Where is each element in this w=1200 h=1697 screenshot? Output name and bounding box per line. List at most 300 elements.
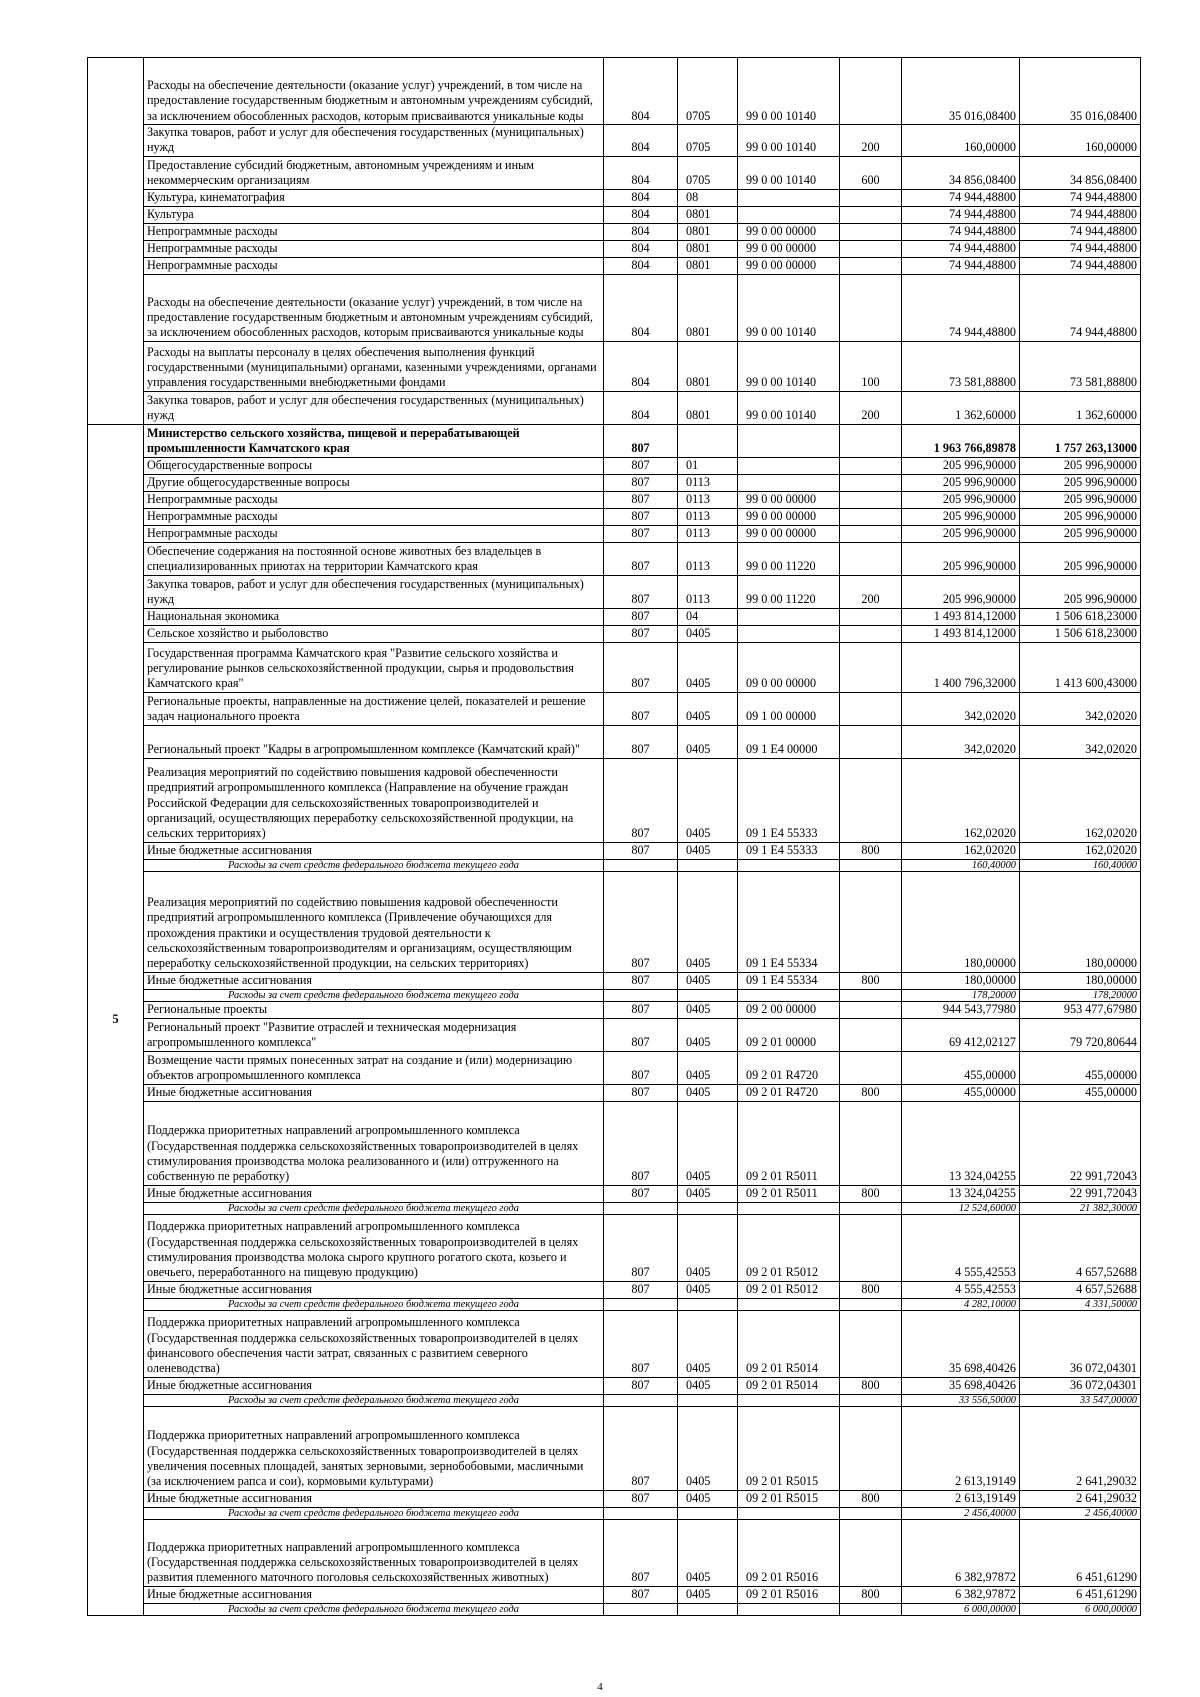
table-row xyxy=(88,1018,1141,1051)
description-cell: Расходы на обеспечение деятельности (оказание услуг) учреждений, в том числе на предоставление государственным бюджетным и автономным учреждениям субсидий, за исключением обособленных расходов, которым присваиваются уникальные коды xyxy=(144,58,604,125)
expense-type-cell xyxy=(840,758,902,842)
amount-year2-cell: 6 451,61290 xyxy=(1020,1586,1141,1603)
amount-year1-cell: 162,02020 xyxy=(902,842,1020,859)
target-article-cell xyxy=(738,206,840,223)
description-cell: Иные бюджетные ассигнования xyxy=(144,1490,604,1507)
amount-year1-cell: 4 555,42553 xyxy=(902,1214,1020,1281)
target-article-cell xyxy=(738,625,840,642)
description-cell: Расходы за счет средств федерального бюджета текущего года xyxy=(144,1298,604,1310)
amount-year1-cell: 205 996,90000 xyxy=(902,457,1020,474)
amount-year1-cell: 205 996,90000 xyxy=(902,508,1020,525)
amount-year2-cell: 73 581,88800 xyxy=(1020,341,1141,391)
dept-code-cell: 807 xyxy=(604,1084,678,1101)
amount-year1-cell: 1 493 814,12000 xyxy=(902,625,1020,642)
amount-year2-cell: 205 996,90000 xyxy=(1020,542,1141,575)
table-row xyxy=(88,1101,1141,1185)
description-cell: Региональный проект "Развитие отраслей и техническая модернизация агропромышленного комплекса" xyxy=(144,1018,604,1051)
amount-year2-cell: 342,02020 xyxy=(1020,725,1141,758)
section-code-cell: 0405 xyxy=(678,758,738,842)
section-code-cell xyxy=(678,1202,738,1214)
section-code-cell: 0113 xyxy=(678,542,738,575)
description-cell: Закупка товаров, работ и услуг для обеспечения государственных (муниципальных) нужд xyxy=(144,125,604,157)
expense-type-cell: 800 xyxy=(840,1377,902,1394)
target-article-cell xyxy=(738,424,840,457)
target-article-cell: 99 0 00 10140 xyxy=(738,156,840,189)
dept-code-cell: 807 xyxy=(604,491,678,508)
description-cell: Министерство сельского хозяйства, пищевой и перерабатывающей промышленности Камчатского края xyxy=(144,424,604,457)
section-code-cell: 0113 xyxy=(678,474,738,491)
section-code-cell: 0801 xyxy=(678,223,738,240)
dept-code-cell: 807 xyxy=(604,1185,678,1202)
section-code-cell: 0801 xyxy=(678,341,738,391)
amount-year1-cell: 342,02020 xyxy=(902,725,1020,758)
description-cell: Непрограммные расходы xyxy=(144,491,604,508)
target-article-cell: 09 1 E4 55333 xyxy=(738,842,840,859)
amount-year1-cell: 69 412,02127 xyxy=(902,1018,1020,1051)
federal-funds-row xyxy=(88,1298,1141,1310)
amount-year2-cell: 74 944,48800 xyxy=(1020,189,1141,206)
amount-year1-cell: 35 016,08400 xyxy=(902,58,1020,125)
amount-year2-cell: 455,00000 xyxy=(1020,1084,1141,1101)
amount-year2-cell: 162,02020 xyxy=(1020,758,1141,842)
description-cell: Государственная программа Камчатского края "Развитие сельского хозяйства и регулирование рынков сельскохозяйственной продукции, сырья и продовольствия Камчатского края" xyxy=(144,642,604,692)
expense-type-cell xyxy=(840,491,902,508)
amount-year1-cell: 1 963 766,89878 xyxy=(902,424,1020,457)
amount-year2-cell: 74 944,48800 xyxy=(1020,223,1141,240)
expense-type-cell: 200 xyxy=(840,125,902,157)
expense-type-cell xyxy=(840,1603,902,1615)
amount-year2-cell: 79 720,80644 xyxy=(1020,1018,1141,1051)
dept-code-cell: 804 xyxy=(604,206,678,223)
table-row xyxy=(88,508,1141,525)
description-cell: Непрограммные расходы xyxy=(144,525,604,542)
table-row xyxy=(88,474,1141,491)
target-article-cell xyxy=(738,989,840,1001)
description-cell: Поддержка приоритетных направлений агропромышленного комплекса (Государственная поддержка сельскохозяйственных товаропроизводителей в целях стимулирования производства молока сырого крупного рогатого скота, козьего и овечьего, переработанного на пищевую продукцию) xyxy=(144,1214,604,1281)
amount-year1-cell: 74 944,48800 xyxy=(902,223,1020,240)
section-code-cell: 0405 xyxy=(678,1214,738,1281)
amount-year2-cell: 162,02020 xyxy=(1020,842,1141,859)
target-article-cell: 09 1 E4 55334 xyxy=(738,972,840,989)
amount-year1-cell: 205 996,90000 xyxy=(902,525,1020,542)
amount-year1-cell: 13 324,04255 xyxy=(902,1185,1020,1202)
table-row xyxy=(88,156,1141,189)
target-article-cell: 09 1 E4 55333 xyxy=(738,758,840,842)
federal-funds-row xyxy=(88,1603,1141,1615)
amount-year2-cell: 22 991,72043 xyxy=(1020,1101,1141,1185)
expense-type-cell xyxy=(840,189,902,206)
section-code-cell: 0705 xyxy=(678,125,738,157)
dept-code-cell: 807 xyxy=(604,1051,678,1084)
dept-code-cell: 807 xyxy=(604,725,678,758)
amount-year1-cell: 342,02020 xyxy=(902,692,1020,725)
expense-type-cell: 800 xyxy=(840,1490,902,1507)
amount-year1-cell: 160,00000 xyxy=(902,125,1020,157)
amount-year1-cell: 4 555,42553 xyxy=(902,1281,1020,1298)
expense-type-cell: 800 xyxy=(840,842,902,859)
expense-type-cell xyxy=(840,1406,902,1490)
table-row xyxy=(88,525,1141,542)
description-cell: Поддержка приоритетных направлений агропромышленного комплекса (Государственная поддержка сельскохозяйственных товаропроизводителей в целях стимулирования производства молока реализованного и (или) отгруженного на собственную пе реработку) xyxy=(144,1101,604,1185)
description-cell: Иные бюджетные ассигнования xyxy=(144,842,604,859)
dept-code-cell: 807 xyxy=(604,575,678,608)
row-number-cell xyxy=(88,58,144,425)
amount-year1-cell: 2 613,19149 xyxy=(902,1490,1020,1507)
amount-year2-cell: 205 996,90000 xyxy=(1020,457,1141,474)
expense-type-cell xyxy=(840,608,902,625)
target-article-cell: 09 2 01 R4720 xyxy=(738,1051,840,1084)
target-article-cell: 09 2 01 R5011 xyxy=(738,1185,840,1202)
amount-year2-cell: 4 331,50000 xyxy=(1020,1298,1141,1310)
dept-code-cell: 807 xyxy=(604,1310,678,1377)
target-article-cell: 99 0 00 00000 xyxy=(738,240,840,257)
dept-code-cell: 807 xyxy=(604,1018,678,1051)
table-row xyxy=(88,1377,1141,1394)
federal-funds-row xyxy=(88,1507,1141,1519)
dept-code-cell: 807 xyxy=(604,972,678,989)
table-row xyxy=(88,1310,1141,1377)
amount-year1-cell: 4 282,10000 xyxy=(902,1298,1020,1310)
table-row xyxy=(88,1214,1141,1281)
dept-code-cell: 807 xyxy=(604,1519,678,1586)
amount-year1-cell: 162,02020 xyxy=(902,758,1020,842)
target-article-cell: 99 0 00 00000 xyxy=(738,508,840,525)
target-article-cell: 99 0 00 11220 xyxy=(738,542,840,575)
amount-year1-cell: 73 581,88800 xyxy=(902,341,1020,391)
amount-year2-cell: 1 506 618,23000 xyxy=(1020,608,1141,625)
description-cell: Закупка товаров, работ и услуг для обеспечения государственных (муниципальных) нужд xyxy=(144,391,604,424)
dept-code-cell xyxy=(604,989,678,1001)
expense-type-cell: 800 xyxy=(840,1586,902,1603)
section-code-cell: 0113 xyxy=(678,575,738,608)
amount-year1-cell: 1 493 814,12000 xyxy=(902,608,1020,625)
expense-type-cell xyxy=(840,1202,902,1214)
amount-year1-cell: 1 400 796,32000 xyxy=(902,642,1020,692)
table-row xyxy=(88,240,1141,257)
dept-code-cell xyxy=(604,1507,678,1519)
amount-year1-cell: 2 613,19149 xyxy=(902,1406,1020,1490)
amount-year2-cell: 21 382,30000 xyxy=(1020,1202,1141,1214)
section-code-cell: 0405 xyxy=(678,1018,738,1051)
target-article-cell: 09 2 01 R5015 xyxy=(738,1490,840,1507)
expense-type-cell xyxy=(840,525,902,542)
section-code-cell: 0405 xyxy=(678,1281,738,1298)
dept-code-cell xyxy=(604,1298,678,1310)
expense-type-cell xyxy=(840,859,902,871)
expense-type-cell: 200 xyxy=(840,391,902,424)
description-cell: Региональные проекты xyxy=(144,1001,604,1018)
section-code-cell: 0113 xyxy=(678,525,738,542)
table-row xyxy=(88,758,1141,842)
amount-year2-cell: 6 000,00000 xyxy=(1020,1603,1141,1615)
section-code-cell: 08 xyxy=(678,189,738,206)
amount-year2-cell: 34 856,08400 xyxy=(1020,156,1141,189)
target-article-cell: 09 2 01 R5015 xyxy=(738,1406,840,1490)
target-article-cell: 99 0 00 00000 xyxy=(738,491,840,508)
amount-year2-cell: 180,00000 xyxy=(1020,972,1141,989)
description-cell: Расходы за счет средств федерального бюджета текущего года xyxy=(144,1507,604,1519)
description-cell: Непрограммные расходы xyxy=(144,508,604,525)
table-row xyxy=(88,842,1141,859)
expense-type-cell: 800 xyxy=(840,972,902,989)
section-code-cell: 0801 xyxy=(678,274,738,341)
table-row xyxy=(88,1519,1141,1586)
amount-year2-cell: 6 451,61290 xyxy=(1020,1519,1141,1586)
dept-code-cell: 804 xyxy=(604,391,678,424)
expense-type-cell xyxy=(840,223,902,240)
table-row xyxy=(88,274,1141,341)
amount-year1-cell: 205 996,90000 xyxy=(902,491,1020,508)
amount-year2-cell: 205 996,90000 xyxy=(1020,525,1141,542)
dept-code-cell: 807 xyxy=(604,758,678,842)
expense-type-cell xyxy=(840,989,902,1001)
amount-year1-cell: 205 996,90000 xyxy=(902,542,1020,575)
federal-funds-row xyxy=(88,989,1141,1001)
description-cell: Поддержка приоритетных направлений агропромышленного комплекса (Государственная поддержка сельскохозяйственных товаропроизводителей в целях развития племенного маточного поголовья сельскохозяйственных животных) xyxy=(144,1519,604,1586)
table-row xyxy=(88,642,1141,692)
amount-year2-cell: 74 944,48800 xyxy=(1020,257,1141,274)
section-code-cell: 0113 xyxy=(678,491,738,508)
dept-code-cell xyxy=(604,1394,678,1406)
target-article-cell: 99 0 00 10140 xyxy=(738,341,840,391)
description-cell: Культура, кинематография xyxy=(144,189,604,206)
expense-type-cell xyxy=(840,58,902,125)
table-row xyxy=(88,692,1141,725)
dept-code-cell: 807 xyxy=(604,1586,678,1603)
expense-type-cell xyxy=(840,1507,902,1519)
table-row xyxy=(88,1586,1141,1603)
federal-funds-row xyxy=(88,1394,1141,1406)
dept-code-cell: 807 xyxy=(604,1101,678,1185)
table-row xyxy=(88,1051,1141,1084)
table-row xyxy=(88,341,1141,391)
amount-year1-cell: 205 996,90000 xyxy=(902,575,1020,608)
dept-code-cell: 804 xyxy=(604,257,678,274)
amount-year2-cell: 4 657,52688 xyxy=(1020,1214,1141,1281)
description-cell: Расходы на выплаты персоналу в целях обеспечения выполнения функций государственными (муниципальными) органами, казенными учреждениями, органами управления государственными внебюджетными фондами xyxy=(144,341,604,391)
dept-code-cell xyxy=(604,859,678,871)
section-code-cell xyxy=(678,859,738,871)
target-article-cell: 09 2 01 R5014 xyxy=(738,1377,840,1394)
description-cell: Обеспечение содержания на постоянной основе животных без владельцев в специализированных приютах на территории Камчатского края xyxy=(144,542,604,575)
amount-year2-cell: 36 072,04301 xyxy=(1020,1310,1141,1377)
section-code-cell xyxy=(678,989,738,1001)
section-code-cell: 0801 xyxy=(678,240,738,257)
table-row xyxy=(88,871,1141,972)
table-row xyxy=(88,206,1141,223)
expense-type-cell xyxy=(840,508,902,525)
expense-type-cell xyxy=(840,240,902,257)
description-cell: Возмещение части прямых понесенных затрат на создание и (или) модернизацию объектов агропромышленного комплекса xyxy=(144,1051,604,1084)
dept-code-cell: 807 xyxy=(604,525,678,542)
dept-code-cell: 807 xyxy=(604,642,678,692)
section-code-cell: 0405 xyxy=(678,1406,738,1490)
target-article-cell xyxy=(738,1394,840,1406)
amount-year1-cell: 6 382,97872 xyxy=(902,1586,1020,1603)
target-article-cell xyxy=(738,1202,840,1214)
amount-year2-cell: 205 996,90000 xyxy=(1020,491,1141,508)
amount-year1-cell: 180,00000 xyxy=(902,972,1020,989)
section-code-cell: 0801 xyxy=(678,257,738,274)
target-article-cell: 09 1 E4 55334 xyxy=(738,871,840,972)
table-row xyxy=(88,223,1141,240)
section-code-cell: 0405 xyxy=(678,1310,738,1377)
expense-type-cell: 600 xyxy=(840,156,902,189)
section-code-cell: 0405 xyxy=(678,972,738,989)
amount-year1-cell: 35 698,40426 xyxy=(902,1310,1020,1377)
amount-year1-cell: 455,00000 xyxy=(902,1051,1020,1084)
amount-year1-cell: 205 996,90000 xyxy=(902,474,1020,491)
amount-year1-cell: 74 944,48800 xyxy=(902,257,1020,274)
description-cell: Региональные проекты, направленные на достижение целей, показателей и решение задач национального проекта xyxy=(144,692,604,725)
amount-year1-cell: 6 000,00000 xyxy=(902,1603,1020,1615)
federal-funds-row xyxy=(88,1202,1141,1214)
target-article-cell xyxy=(738,189,840,206)
section-code-cell: 04 xyxy=(678,608,738,625)
expense-type-cell xyxy=(840,457,902,474)
section-code-cell: 0405 xyxy=(678,842,738,859)
section-code-cell: 0405 xyxy=(678,1519,738,1586)
dept-code-cell: 807 xyxy=(604,1490,678,1507)
table-row xyxy=(88,257,1141,274)
section-code-cell: 0705 xyxy=(678,156,738,189)
table-row xyxy=(88,189,1141,206)
table-row xyxy=(88,1185,1141,1202)
amount-year1-cell: 180,00000 xyxy=(902,871,1020,972)
description-cell: Непрограммные расходы xyxy=(144,223,604,240)
amount-year2-cell: 1 506 618,23000 xyxy=(1020,625,1141,642)
amount-year1-cell: 74 944,48800 xyxy=(902,189,1020,206)
amount-year2-cell: 2 641,29032 xyxy=(1020,1406,1141,1490)
dept-code-cell xyxy=(604,1202,678,1214)
section-code-cell: 0405 xyxy=(678,692,738,725)
dept-code-cell: 804 xyxy=(604,156,678,189)
table-row xyxy=(88,542,1141,575)
expense-type-cell xyxy=(840,206,902,223)
section-code-cell: 0405 xyxy=(678,871,738,972)
target-article-cell xyxy=(738,1603,840,1615)
description-cell: Поддержка приоритетных направлений агропромышленного комплекса (Государственная поддержка сельскохозяйственных товаропроизводителей в целях финансового обеспечения части затрат, связанных с развитием северного оленеводства) xyxy=(144,1310,604,1377)
amount-year2-cell: 455,00000 xyxy=(1020,1051,1141,1084)
description-cell: Сельское хозяйство и рыболовство xyxy=(144,625,604,642)
table-row xyxy=(88,608,1141,625)
expense-type-cell: 200 xyxy=(840,575,902,608)
target-article-cell: 09 2 01 R5016 xyxy=(738,1519,840,1586)
expense-type-cell xyxy=(840,1051,902,1084)
amount-year2-cell: 22 991,72043 xyxy=(1020,1185,1141,1202)
dept-code-cell: 807 xyxy=(604,508,678,525)
section-code-cell: 0405 xyxy=(678,1586,738,1603)
amount-year1-cell: 33 556,50000 xyxy=(902,1394,1020,1406)
table-row xyxy=(88,1406,1141,1490)
expense-type-cell: 800 xyxy=(840,1281,902,1298)
expense-type-cell: 800 xyxy=(840,1084,902,1101)
amount-year1-cell: 944 543,77980 xyxy=(902,1001,1020,1018)
section-code-cell: 0801 xyxy=(678,391,738,424)
amount-year2-cell: 205 996,90000 xyxy=(1020,474,1141,491)
amount-year2-cell: 342,02020 xyxy=(1020,692,1141,725)
dept-code-cell: 807 xyxy=(604,625,678,642)
amount-year1-cell: 1 362,60000 xyxy=(902,391,1020,424)
page-number: 4 xyxy=(597,1681,603,1693)
expense-type-cell xyxy=(840,625,902,642)
description-cell: Предоставление субсидий бюджетным, автономным учреждениям и иным некоммерческим организациям xyxy=(144,156,604,189)
expense-type-cell xyxy=(840,1519,902,1586)
dept-code-cell: 807 xyxy=(604,1406,678,1490)
expense-type-cell xyxy=(840,692,902,725)
target-article-cell: 09 2 01 R4720 xyxy=(738,1084,840,1101)
section-code-cell xyxy=(678,1603,738,1615)
amount-year2-cell: 36 072,04301 xyxy=(1020,1377,1141,1394)
dept-code-cell: 804 xyxy=(604,125,678,157)
description-cell: Расходы за счет средств федерального бюджета текущего года xyxy=(144,1202,604,1214)
target-article-cell: 09 1 00 00000 xyxy=(738,692,840,725)
amount-year2-cell: 74 944,48800 xyxy=(1020,206,1141,223)
section-code-cell xyxy=(678,1298,738,1310)
description-cell: Иные бюджетные ассигнования xyxy=(144,1377,604,1394)
target-article-cell xyxy=(738,1298,840,1310)
description-cell: Расходы на обеспечение деятельности (оказание услуг) учреждений, в том числе на предоставление государственным бюджетным и автономным учреждениям субсидий, за исключением обособленных расходов, которым присваиваются уникальные коды xyxy=(144,274,604,341)
description-cell: Расходы за счет средств федерального бюджета текущего года xyxy=(144,989,604,1001)
amount-year1-cell: 178,20000 xyxy=(902,989,1020,1001)
dept-code-cell: 807 xyxy=(604,474,678,491)
amount-year1-cell: 2 456,40000 xyxy=(902,1507,1020,1519)
section-code-cell xyxy=(678,424,738,457)
dept-code-cell: 807 xyxy=(604,692,678,725)
amount-year2-cell: 953 477,67980 xyxy=(1020,1001,1141,1018)
dept-code-cell: 807 xyxy=(604,457,678,474)
section-code-cell: 0405 xyxy=(678,1377,738,1394)
expense-type-cell xyxy=(840,871,902,972)
description-cell: Национальная экономика xyxy=(144,608,604,625)
amount-year2-cell: 74 944,48800 xyxy=(1020,240,1141,257)
amount-year2-cell: 180,00000 xyxy=(1020,871,1141,972)
description-cell: Непрограммные расходы xyxy=(144,240,604,257)
table-row xyxy=(88,491,1141,508)
amount-year1-cell: 160,40000 xyxy=(902,859,1020,871)
dept-code-cell: 807 xyxy=(604,542,678,575)
description-cell: Закупка товаров, работ и услуг для обеспечения государственных (муниципальных) нужд xyxy=(144,575,604,608)
expense-type-cell: 800 xyxy=(840,1185,902,1202)
dept-code-cell: 807 xyxy=(604,1377,678,1394)
table-row xyxy=(88,1084,1141,1101)
expense-type-cell xyxy=(840,1001,902,1018)
target-article-cell: 99 0 00 00000 xyxy=(738,257,840,274)
section-code-cell: 0405 xyxy=(678,642,738,692)
expense-type-cell xyxy=(840,542,902,575)
table-row xyxy=(88,424,1141,457)
dept-code-cell: 804 xyxy=(604,341,678,391)
table-row xyxy=(88,457,1141,474)
federal-funds-row xyxy=(88,859,1141,871)
section-code-cell: 0113 xyxy=(678,508,738,525)
expense-type-cell xyxy=(840,1018,902,1051)
description-cell: Другие общегосударственные вопросы xyxy=(144,474,604,491)
target-article-cell: 99 0 00 10140 xyxy=(738,274,840,341)
amount-year2-cell: 2 641,29032 xyxy=(1020,1490,1141,1507)
table-row xyxy=(88,575,1141,608)
target-article-cell: 09 0 00 00000 xyxy=(738,642,840,692)
amount-year2-cell: 160,40000 xyxy=(1020,859,1141,871)
expense-type-cell xyxy=(840,725,902,758)
description-cell: Поддержка приоритетных направлений агропромышленного комплекса (Государственная поддержка сельскохозяйственных товаропроизводителей в целях увеличения посевных площадей, занятых зерновыми, зернобобовыми, масличными (за исключением рапса и сои), кормовыми культурами) xyxy=(144,1406,604,1490)
table-row xyxy=(88,58,1141,125)
table-row xyxy=(88,1490,1141,1507)
amount-year2-cell: 205 996,90000 xyxy=(1020,575,1141,608)
expense-type-cell xyxy=(840,1298,902,1310)
target-article-cell: 99 0 00 10140 xyxy=(738,58,840,125)
amount-year1-cell: 12 524,60000 xyxy=(902,1202,1020,1214)
